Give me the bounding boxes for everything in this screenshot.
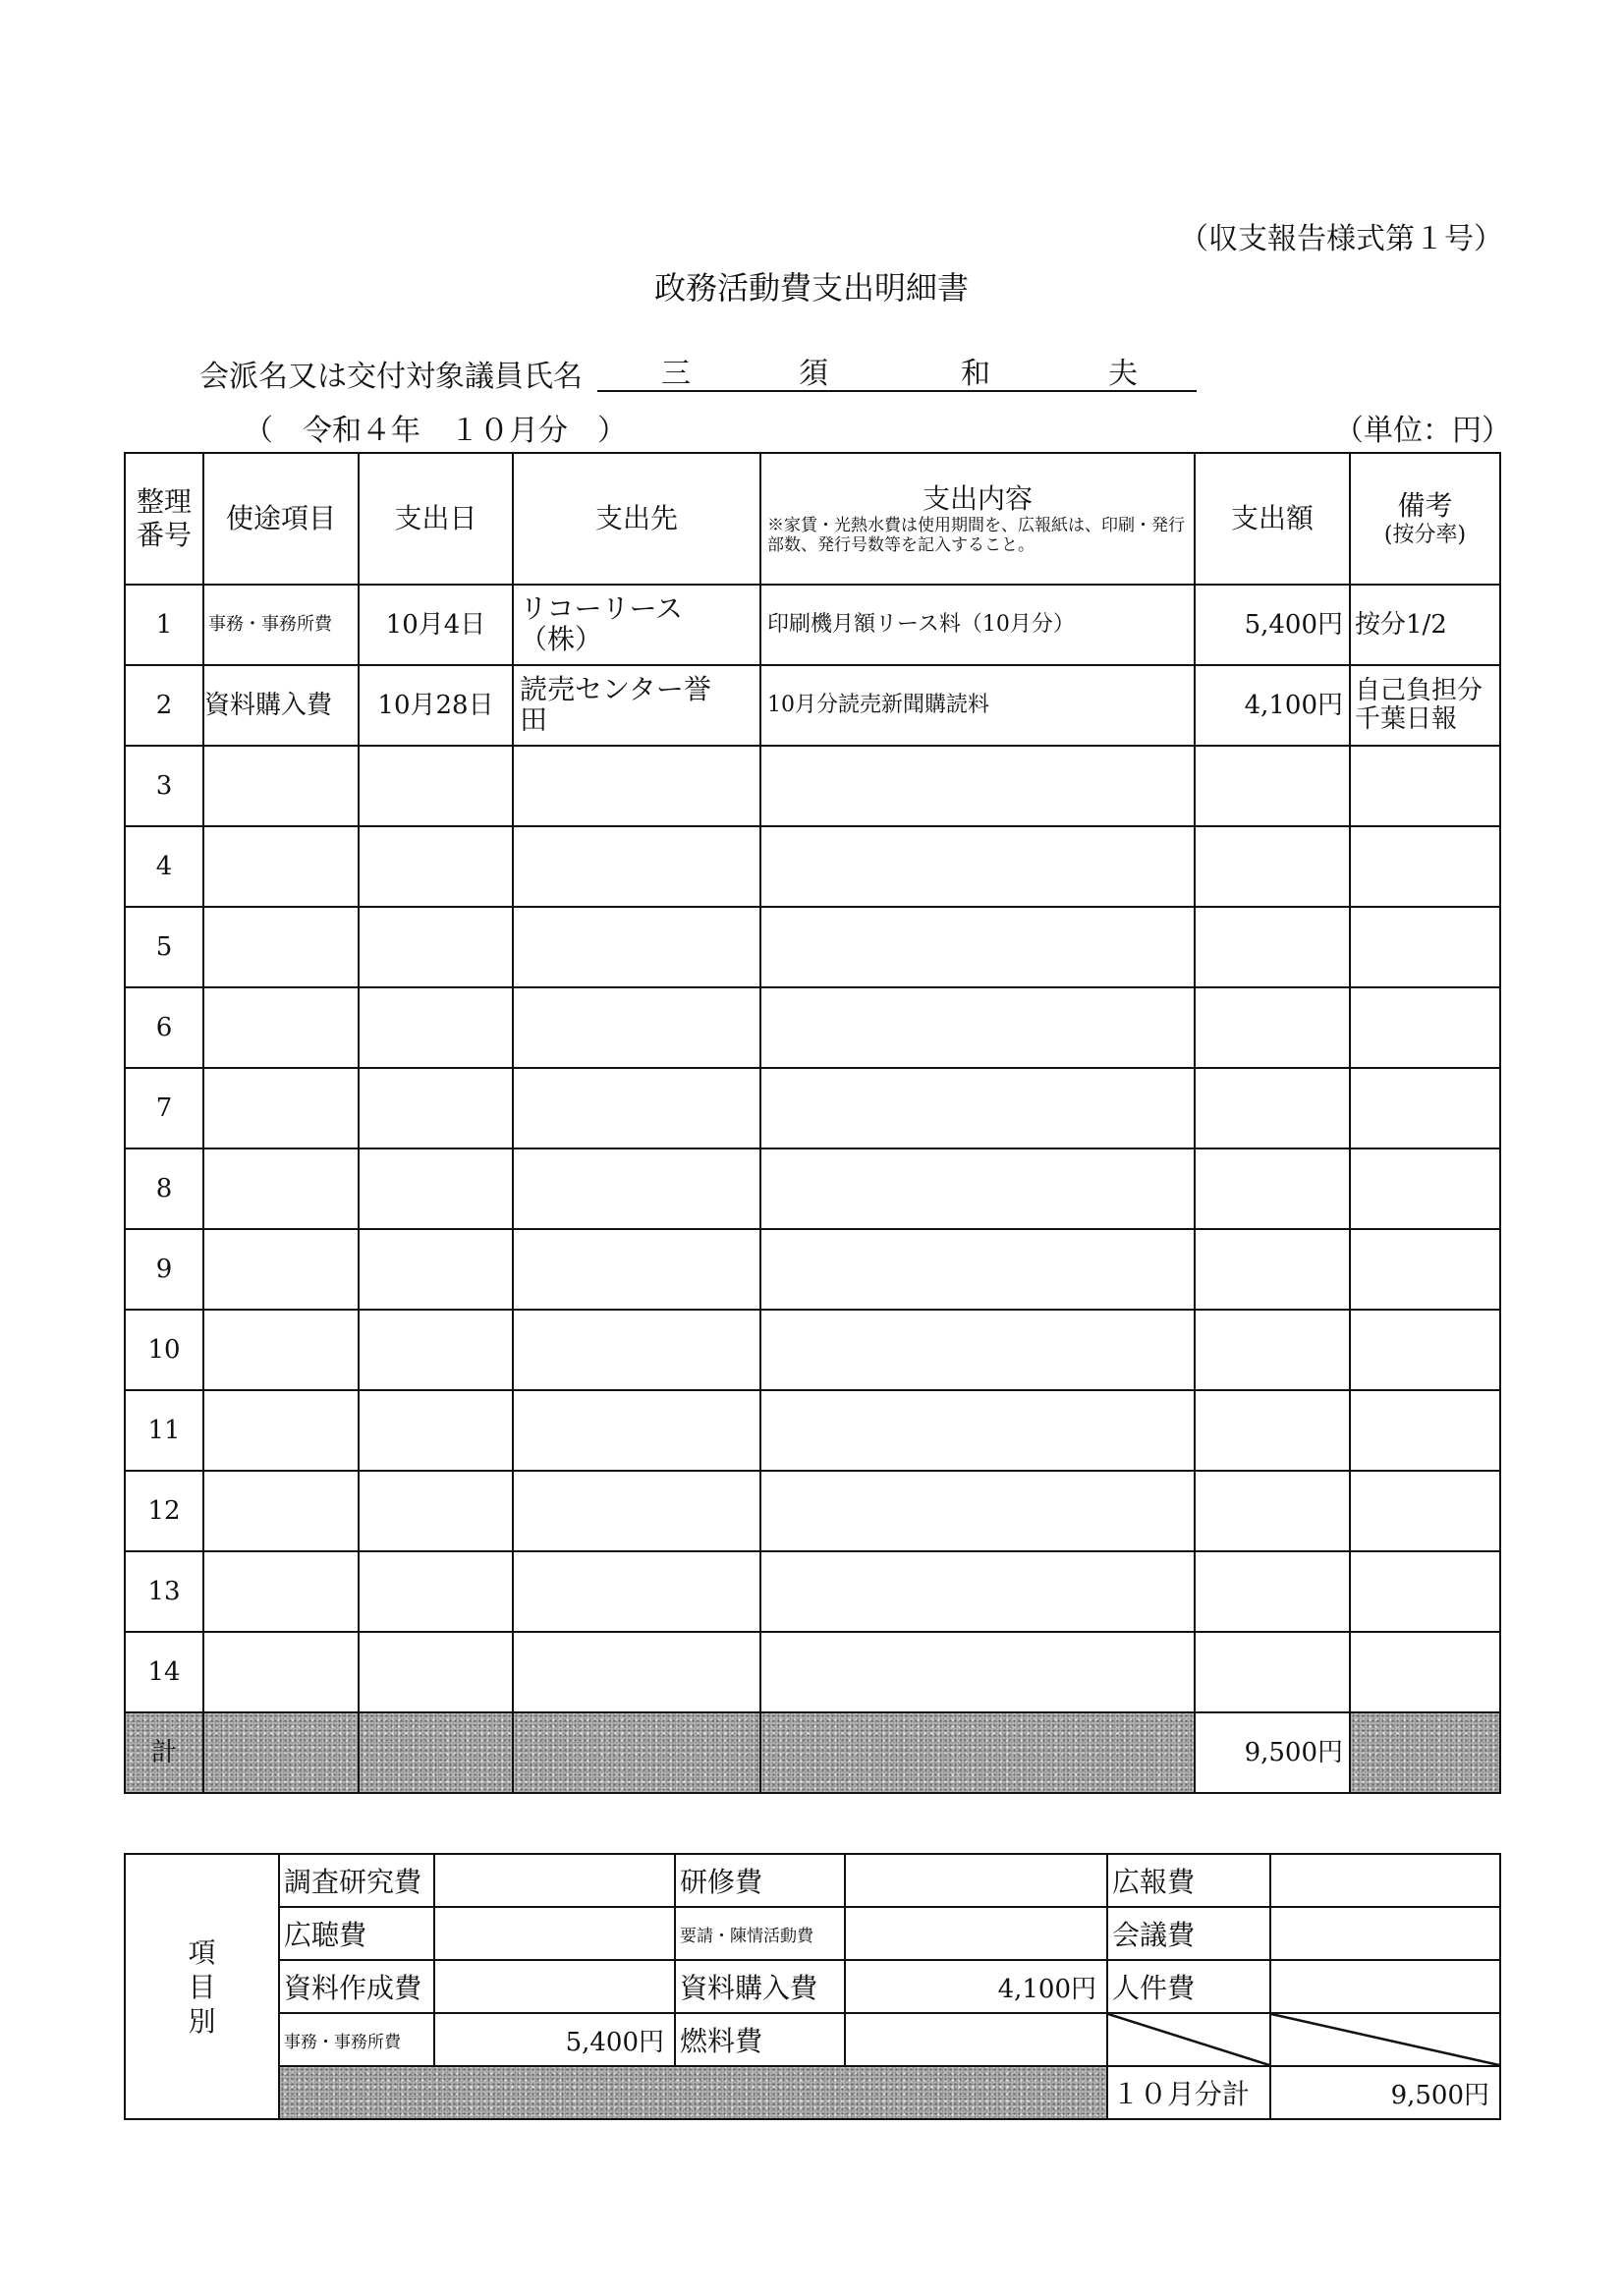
summary-row xyxy=(125,2013,1500,2066)
row-notes xyxy=(1350,1310,1500,1390)
summary-label: 要請・陳情活動費 xyxy=(675,1907,845,1960)
row-notes xyxy=(1350,746,1500,826)
expenditure-table xyxy=(124,452,1501,1794)
member-name-char: 和 xyxy=(961,357,990,391)
table-row xyxy=(125,1390,1500,1471)
row-amount xyxy=(1195,1632,1350,1712)
row-category xyxy=(203,826,359,907)
shaded-cell xyxy=(203,1712,359,1793)
row-date xyxy=(359,1632,513,1712)
header-notes-title: 備考 xyxy=(1397,489,1453,522)
summary-amount: 4,100円 xyxy=(845,1960,1107,2013)
row-content xyxy=(760,1632,1195,1712)
shaded-cell xyxy=(513,1712,760,1793)
row-content xyxy=(760,1068,1195,1148)
row-content xyxy=(760,826,1195,907)
total-label: 計 xyxy=(125,1712,203,1793)
summary-label: 人件費 xyxy=(1107,1960,1270,2013)
monthly-total-amount: 9,500円 xyxy=(1270,2066,1500,2119)
header-notes-sub: (按分率) xyxy=(1383,522,1467,547)
summary-side-label: 項 目 別 xyxy=(125,1854,279,2119)
row-number: 4 xyxy=(125,826,203,907)
row-date xyxy=(359,1390,513,1471)
table-row xyxy=(125,987,1500,1068)
row-payee xyxy=(513,1632,760,1712)
row-payee xyxy=(513,826,760,907)
row-notes xyxy=(1350,1632,1500,1712)
row-payee xyxy=(513,1148,760,1229)
row-notes xyxy=(1350,987,1500,1068)
summary-amount xyxy=(434,1907,675,1960)
header-date: 支出日 xyxy=(359,453,513,585)
row-content xyxy=(760,1390,1195,1471)
row-date xyxy=(359,907,513,987)
row-number: 10 xyxy=(125,1310,203,1390)
row-amount xyxy=(1195,1148,1350,1229)
shaded-cell xyxy=(760,1712,1195,1793)
header-payee: 支出先 xyxy=(513,453,760,585)
summary-amount xyxy=(845,2013,1107,2066)
row-date xyxy=(359,746,513,826)
row-payee xyxy=(513,1390,760,1471)
summary-row xyxy=(125,1854,1500,1907)
row-amount xyxy=(1195,1390,1350,1471)
row-date xyxy=(359,1068,513,1148)
row-payee: 読売センター誉 田 xyxy=(513,665,760,746)
header-content xyxy=(760,453,1195,585)
row-category xyxy=(203,987,359,1068)
summary-amount xyxy=(1270,1854,1500,1907)
row-payee xyxy=(513,746,760,826)
row-date xyxy=(359,1471,513,1551)
row-amount xyxy=(1195,1551,1350,1632)
header-amount: 支出額 xyxy=(1195,453,1350,585)
row-category xyxy=(203,746,359,826)
summary-amount xyxy=(845,1854,1107,1907)
total-row xyxy=(125,1712,1500,1793)
row-number: 11 xyxy=(125,1390,203,1471)
struck-out-cell xyxy=(1107,2013,1270,2066)
table-row xyxy=(125,907,1500,987)
member-name-char: 須 xyxy=(799,357,828,391)
header-notes xyxy=(1350,453,1500,585)
row-amount xyxy=(1195,1229,1350,1310)
row-amount: 4,100円 xyxy=(1195,665,1350,746)
row-amount xyxy=(1195,987,1350,1068)
row-notes xyxy=(1350,1551,1500,1632)
row-notes xyxy=(1350,907,1500,987)
table-row xyxy=(125,1310,1500,1390)
member-name-char: 夫 xyxy=(1108,357,1138,391)
summary-amount xyxy=(1270,1960,1500,2013)
row-amount xyxy=(1195,1310,1350,1390)
table-row xyxy=(125,1068,1500,1148)
row-category xyxy=(203,1390,359,1471)
row-number: 12 xyxy=(125,1471,203,1551)
row-content: 10月分読売新聞購読料 xyxy=(760,665,1195,746)
row-amount: 5,400円 xyxy=(1195,585,1350,665)
shaded-cell xyxy=(1350,1712,1500,1793)
row-content xyxy=(760,746,1195,826)
summary-row xyxy=(125,1907,1500,1960)
row-category xyxy=(203,1471,359,1551)
row-number: 5 xyxy=(125,907,203,987)
summary-label: 調査研究費 xyxy=(279,1854,434,1907)
row-date xyxy=(359,826,513,907)
table-row xyxy=(125,1229,1500,1310)
row-notes xyxy=(1350,826,1500,907)
row-category xyxy=(203,1229,359,1310)
member-name-field xyxy=(597,347,1197,392)
row-payee xyxy=(513,1068,760,1148)
table-row xyxy=(125,746,1500,826)
summary-label: 資料作成費 xyxy=(279,1960,434,2013)
row-date: 10月28日 xyxy=(359,665,513,746)
summary-label: 会議費 xyxy=(1107,1907,1270,1960)
header-no: 整理 番号 xyxy=(125,453,203,585)
total-amount: 9,500円 xyxy=(1195,1712,1350,1793)
row-payee xyxy=(513,1229,760,1310)
document-title: 政務活動費支出明細書 xyxy=(653,269,969,307)
row-payee xyxy=(513,1310,760,1390)
table-row xyxy=(125,665,1500,746)
member-name-label: 会派名又は交付対象議員氏名 xyxy=(199,360,583,394)
row-notes: 按分1/2 xyxy=(1350,585,1500,665)
row-date xyxy=(359,1148,513,1229)
row-content xyxy=(760,987,1195,1068)
table-row xyxy=(125,585,1500,665)
row-amount xyxy=(1195,826,1350,907)
row-content xyxy=(760,1148,1195,1229)
row-notes xyxy=(1350,1471,1500,1551)
row-payee: リコーリース （株） xyxy=(513,585,760,665)
summary-label: 研修費 xyxy=(675,1854,845,1907)
row-content xyxy=(760,1551,1195,1632)
row-content: 印刷機月額リース料（10月分） xyxy=(760,585,1195,665)
row-content xyxy=(760,1229,1195,1310)
table-header-row xyxy=(125,453,1500,585)
row-category xyxy=(203,1148,359,1229)
row-date xyxy=(359,987,513,1068)
row-date xyxy=(359,1310,513,1390)
row-date xyxy=(359,1551,513,1632)
summary-amount: 5,400円 xyxy=(434,2013,675,2066)
row-notes xyxy=(1350,1148,1500,1229)
row-date xyxy=(359,1229,513,1310)
header-content-title: 支出内容 xyxy=(922,481,1033,515)
row-category xyxy=(203,907,359,987)
row-date: 10月4日 xyxy=(359,585,513,665)
summary-label: 事務・事務所費 xyxy=(279,2013,434,2066)
reporting-period: （ 令和４年 １０月分 ） xyxy=(244,414,627,448)
row-number: 13 xyxy=(125,1551,203,1632)
row-amount xyxy=(1195,746,1350,826)
row-content xyxy=(760,907,1195,987)
shaded-cell xyxy=(359,1712,513,1793)
row-payee xyxy=(513,987,760,1068)
row-notes xyxy=(1350,1068,1500,1148)
row-amount xyxy=(1195,1068,1350,1148)
row-content xyxy=(760,1310,1195,1390)
row-number: 7 xyxy=(125,1068,203,1148)
table-row xyxy=(125,826,1500,907)
summary-amount xyxy=(434,1960,675,2013)
summary-total-row xyxy=(125,2066,1500,2119)
row-payee xyxy=(513,1471,760,1551)
row-number: 1 xyxy=(125,585,203,665)
summary-amount xyxy=(845,1907,1107,1960)
table-row xyxy=(125,1471,1500,1551)
row-payee xyxy=(513,1551,760,1632)
row-category: 資料購入費 xyxy=(203,665,359,746)
header-content-note: ※家賃・光熱水費は使用期間を、広報紙は、印刷・発行部数、発行号数等を記入すること。 xyxy=(767,516,1185,555)
summary-label: 広報費 xyxy=(1107,1854,1270,1907)
form-number: （収支報告様式第１号） xyxy=(1179,222,1503,256)
struck-out-cell xyxy=(1270,2013,1500,2066)
row-notes xyxy=(1350,1390,1500,1471)
row-number: 6 xyxy=(125,987,203,1068)
row-number: 8 xyxy=(125,1148,203,1229)
header-category: 使途項目 xyxy=(203,453,359,585)
row-category xyxy=(203,1632,359,1712)
summary-label: 広聴費 xyxy=(279,1907,434,1960)
row-number: 2 xyxy=(125,665,203,746)
table-row xyxy=(125,1632,1500,1712)
summary-amount xyxy=(1270,1907,1500,1960)
row-amount xyxy=(1195,907,1350,987)
unit-label: （単位：円） xyxy=(1334,414,1511,448)
row-category xyxy=(203,1551,359,1632)
row-number: 14 xyxy=(125,1632,203,1712)
table-row xyxy=(125,1551,1500,1632)
category-summary-table xyxy=(124,1853,1501,2120)
summary-label: 資料購入費 xyxy=(675,1960,845,2013)
summary-amount xyxy=(434,1854,675,1907)
row-payee xyxy=(513,907,760,987)
table-row xyxy=(125,1148,1500,1229)
row-notes xyxy=(1350,1229,1500,1310)
row-number: 9 xyxy=(125,1229,203,1310)
monthly-total-label: １０月分計 xyxy=(1107,2066,1270,2119)
row-category xyxy=(203,1310,359,1390)
row-category: 事務・事務所費 xyxy=(203,585,359,665)
summary-label: 燃料費 xyxy=(675,2013,845,2066)
row-notes: 自己負担分 千葉日報 xyxy=(1350,665,1500,746)
shaded-cell xyxy=(279,2066,1107,2119)
row-number: 3 xyxy=(125,746,203,826)
row-amount xyxy=(1195,1471,1350,1551)
member-name-char: 三 xyxy=(661,357,691,391)
summary-row xyxy=(125,1960,1500,2013)
row-category xyxy=(203,1068,359,1148)
row-content xyxy=(760,1471,1195,1551)
